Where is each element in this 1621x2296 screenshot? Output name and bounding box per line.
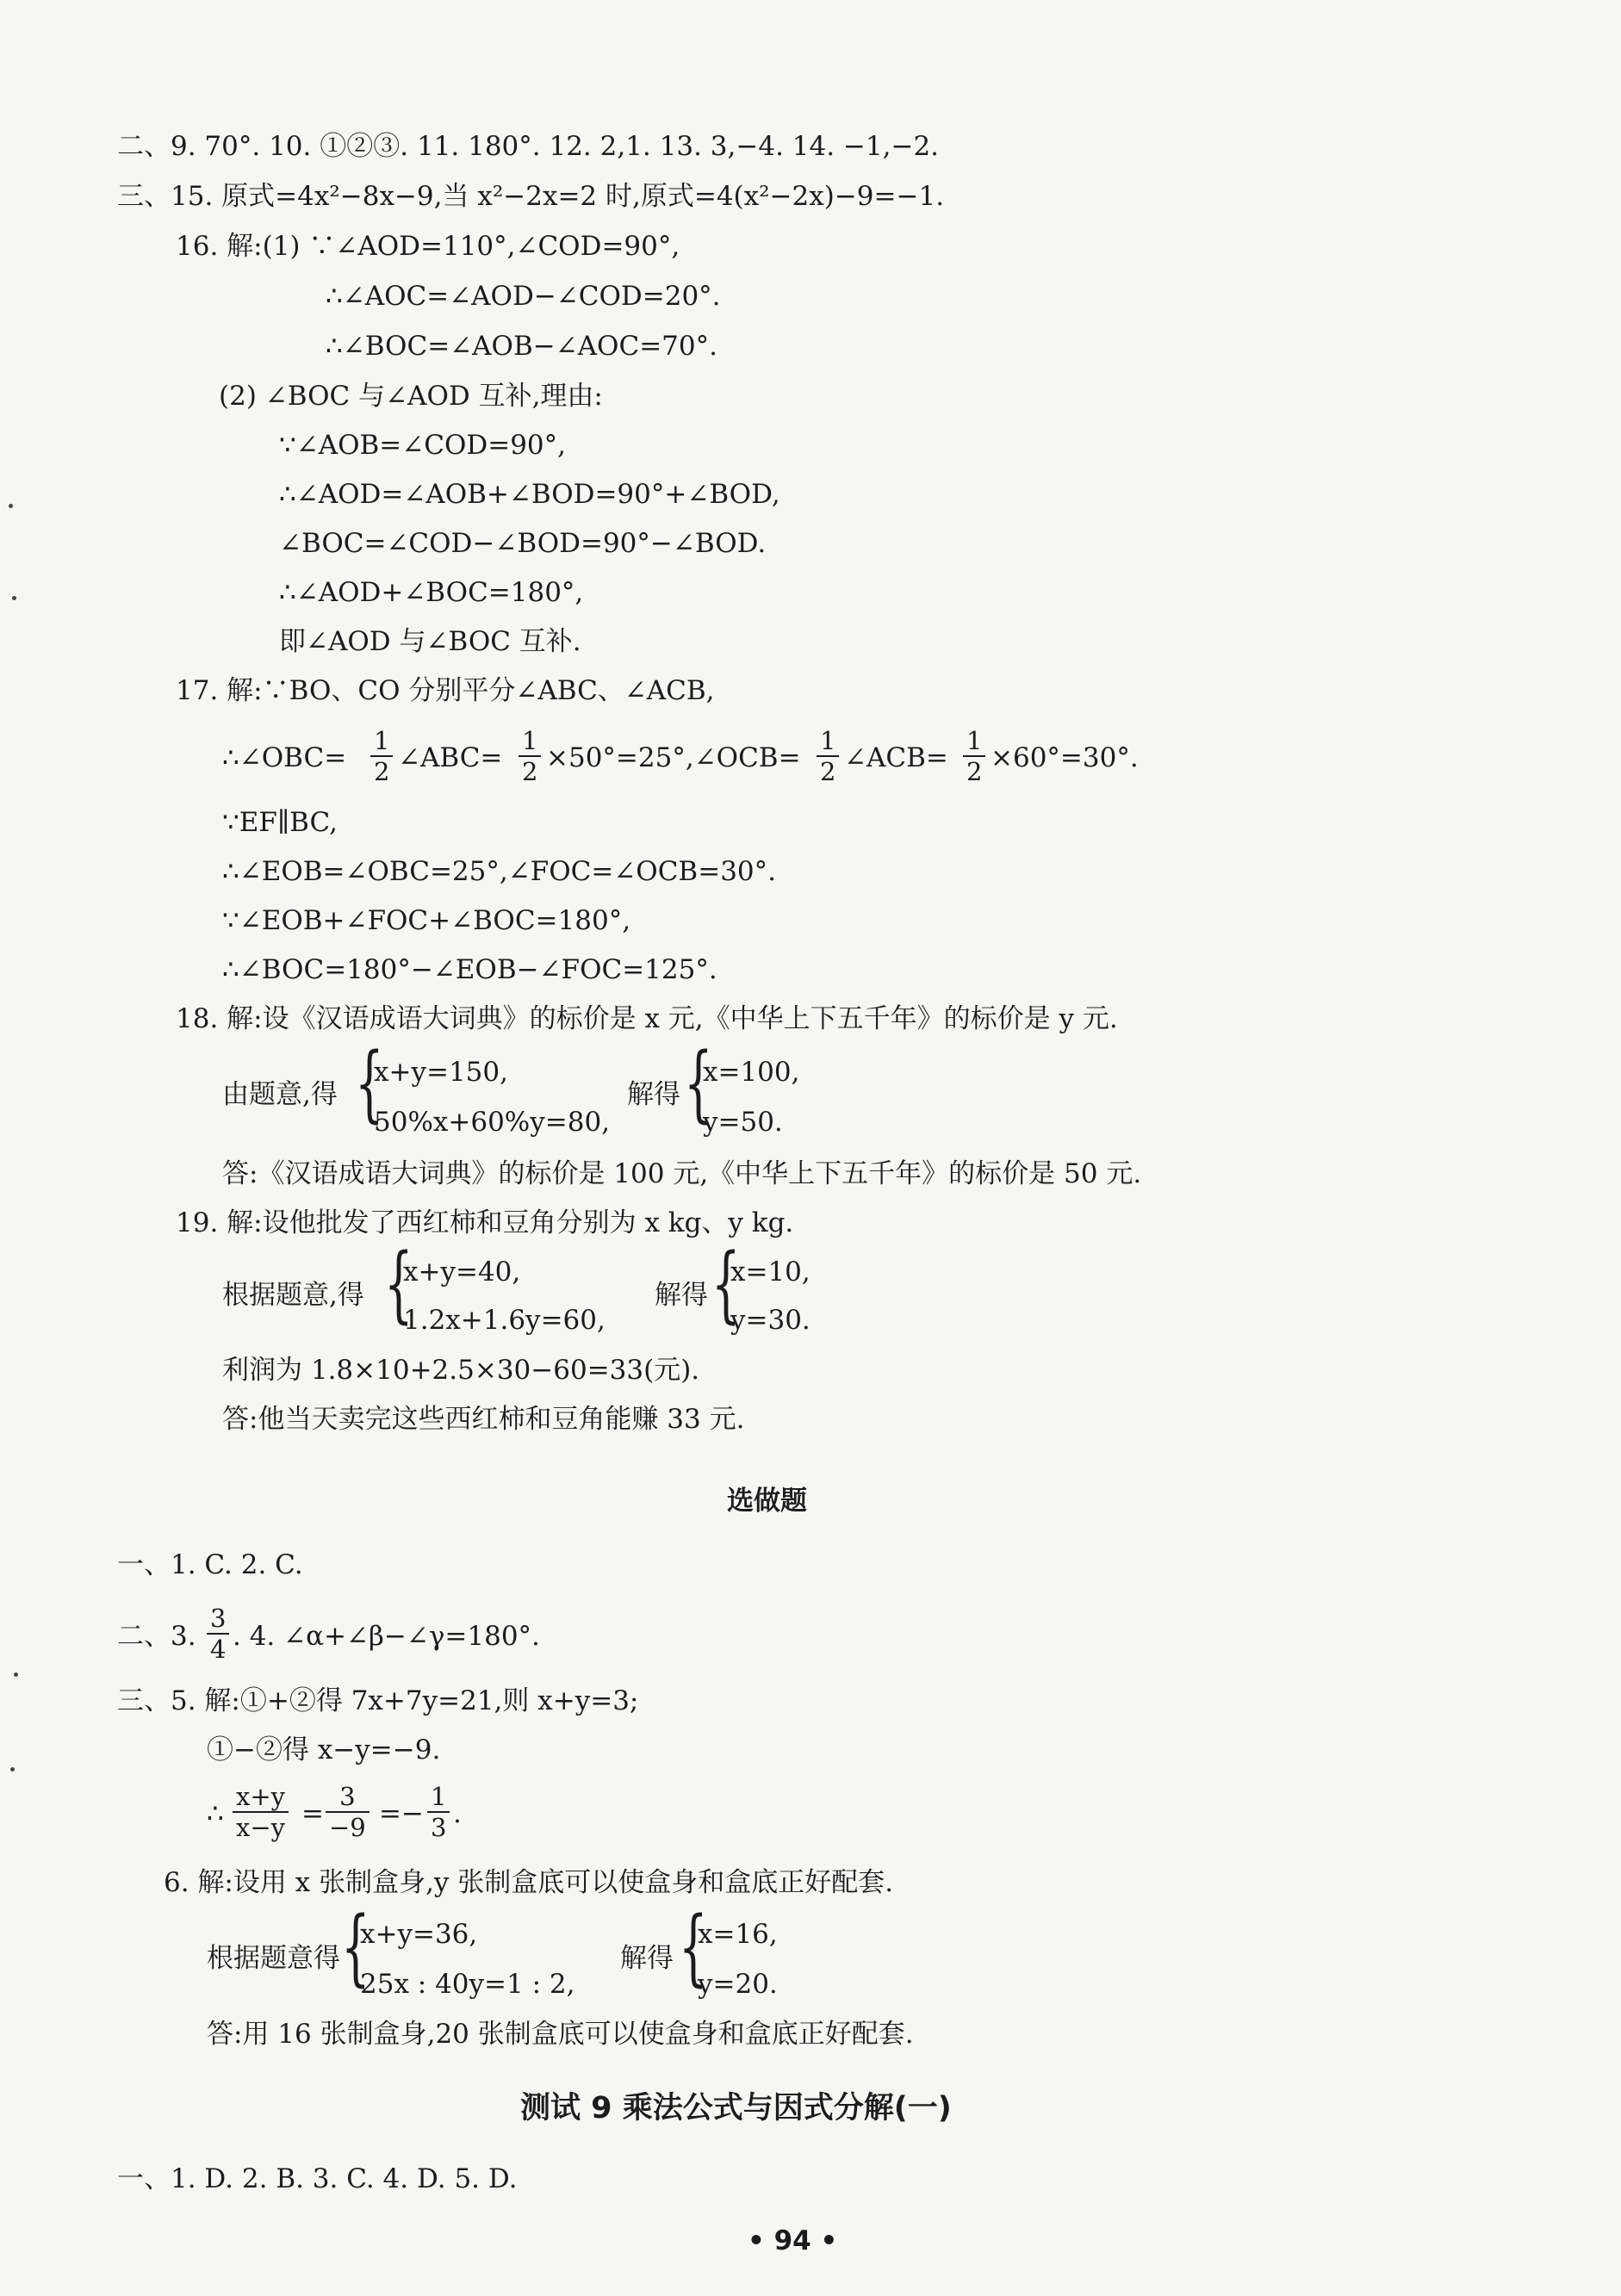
optional-q6-solve: 解得 <box>620 1943 674 1974</box>
optional-q6-answer: 答:用 16 张制盒身,20 张制盒底可以使盒身和盒底正好配套. <box>207 2019 914 2050</box>
optional-heading: 选做题 <box>727 1486 807 1517</box>
left-brace: { <box>684 1035 713 1132</box>
optional-q6-equation-2: 25x : 40y=1 : 2, <box>360 1969 575 2000</box>
q17-line-2b: ∠ABC= <box>398 742 503 773</box>
q16-line-4: (2) ∠BOC 与∠AOD 互补,理由: <box>219 381 603 412</box>
q16-line-2: ∴∠AOC=∠AOD−∠COD=20°. <box>326 281 721 312</box>
q18-answer: 答:《汉语成语大词典》的标价是 100 元,《中华上下五千年》的标价是 50 元. <box>222 1158 1142 1189</box>
q19-given: 根据题意,得 <box>222 1280 364 1311</box>
q17-line-5: ∵∠EOB+∠FOC+∠BOC=180°, <box>222 905 631 936</box>
q18-line-1: 18. 解:设《汉语成语大词典》的标价是 x 元,《中华上下五千年》的标价是 y 元. <box>176 1003 1118 1034</box>
q17-line-2a: ∴∠OBC= <box>222 742 347 773</box>
test-9-heading: 测试 9 乘法公式与因式分解(一) <box>520 2091 952 2125</box>
equals-sign: = <box>301 1798 324 1829</box>
fraction-three-quarters: $\frac{3}{4}$ <box>207 1604 229 1664</box>
therefore-symbol: ∴ <box>207 1798 224 1829</box>
q19-solution-2: y=30. <box>730 1305 810 1336</box>
left-brace: { <box>384 1236 413 1332</box>
fraction-one-third: $\frac{1}{3}$ <box>427 1782 450 1842</box>
scan-speck <box>12 596 16 600</box>
q16-line-7: ∠BOC=∠COD−∠BOD=90°−∠BOD. <box>279 528 767 559</box>
scan-speck <box>10 1767 15 1772</box>
q17-line-3: ∵EF∥BC, <box>222 807 338 838</box>
q19-equation-1: x+y=40, <box>403 1257 521 1288</box>
q16-line-3: ∴∠BOC=∠AOB−∠AOC=70°. <box>326 331 717 362</box>
optional-section-2-prefix: 二、3. <box>117 1621 196 1652</box>
fraction-one-half: $\frac{1}{2}$ <box>817 726 839 786</box>
fraction-sum-over-difference: $\frac{x+y}{x-y}$ <box>233 1782 289 1842</box>
fraction-one-half: $\frac{1}{2}$ <box>963 726 985 786</box>
q19-solve: 解得 <box>655 1280 708 1311</box>
q16-line-6: ∴∠AOD=∠AOB+∠BOD=90°+∠BOD, <box>279 479 780 510</box>
section-2-answers: 二、9. 70°. 10. ①②③. 11. 180°. 12. 2,1. 13. 3,−4. 14. −1,−2. <box>117 131 940 162</box>
period: . <box>453 1798 462 1829</box>
section-3-q15: 三、15. 原式=4x²−8x−9,当 x²−2x=2 时,原式=4(x²−2x)−9=−1. <box>117 181 945 212</box>
q17-line-2d: ∠ACB= <box>844 742 948 773</box>
q17-line-4: ∴∠EOB=∠OBC=25°,∠FOC=∠OCB=30°. <box>222 856 776 887</box>
q17-line-2c: ×50°=25°,∠OCB= <box>546 742 801 773</box>
q17-line-2e: ×60°=30°. <box>991 742 1139 773</box>
q19-answer: 答:他当天卖完这些西红柿和豆角能赚 33 元. <box>222 1404 745 1435</box>
scan-speck <box>14 1672 18 1677</box>
fraction-three-over-minus-nine: $\frac{3}{-9}$ <box>326 1782 370 1842</box>
optional-q6-solution-1: x=16, <box>698 1919 778 1950</box>
q19-solution-1: x=10, <box>730 1257 810 1288</box>
test-9-section-1: 一、1. D. 2. B. 3. C. 4. D. 5. D. <box>117 2163 518 2194</box>
fraction-one-half: $\frac{1}{2}$ <box>370 726 393 786</box>
equals-minus: =− <box>379 1798 424 1829</box>
left-brace: { <box>711 1236 741 1332</box>
fraction-one-half: $\frac{1}{2}$ <box>519 726 541 786</box>
q16-line-9: 即∠AOD 与∠BOC 互补. <box>279 626 581 657</box>
q18-equation-1: x+y=150, <box>374 1057 508 1088</box>
optional-q6-given: 根据题意得 <box>207 1943 340 1974</box>
left-brace: { <box>355 1035 384 1132</box>
left-brace: { <box>679 1899 708 1995</box>
q18-solution-1: x=100, <box>703 1057 800 1088</box>
page-number: • 94 • <box>748 2225 838 2256</box>
left-brace: { <box>341 1899 370 1995</box>
q18-given: 由题意,得 <box>222 1079 338 1110</box>
q16-line-5: ∵∠AOB=∠COD=90°, <box>279 430 566 461</box>
scan-speck <box>9 504 13 508</box>
q17-line-1: 17. 解:∵BO、CO 分别平分∠ABC、∠ACB, <box>176 675 715 706</box>
q19-line-1: 19. 解:设他批发了西红柿和豆角分别为 x kg、y kg. <box>176 1207 794 1238</box>
optional-q5-line-2: ①−②得 x−y=−9. <box>207 1734 441 1765</box>
q19-equation-2: 1.2x+1.6y=60, <box>403 1305 606 1336</box>
optional-q6-equation-1: x+y=36, <box>360 1919 478 1950</box>
q18-solution-2: y=50. <box>703 1107 783 1138</box>
optional-q6-solution-2: y=20. <box>698 1969 778 2000</box>
q18-solve: 解得 <box>627 1079 680 1110</box>
optional-q6-line-1: 6. 解:设用 x 张制盒身,y 张制盒底可以使盒身和盒底正好配套. <box>164 1867 894 1898</box>
q16-line-1: 16. 解:(1) ∵∠AOD=110°,∠COD=90°, <box>176 231 680 262</box>
q16-line-8: ∴∠AOD+∠BOC=180°, <box>279 577 584 608</box>
q17-line-6: ∴∠BOC=180°−∠EOB−∠FOC=125°. <box>222 954 717 985</box>
q18-equation-2: 50%x+60%y=80, <box>374 1107 611 1138</box>
optional-section-1: 一、1. C. 2. C. <box>117 1549 303 1580</box>
q19-profit: 利润为 1.8×10+2.5×30−60=33(元). <box>222 1355 700 1386</box>
optional-section-2-suffix: . 4. ∠α+∠β−∠γ=180°. <box>233 1621 540 1652</box>
optional-q5-line-1: 三、5. 解:①+②得 7x+7y=21,则 x+y=3; <box>117 1685 639 1716</box>
